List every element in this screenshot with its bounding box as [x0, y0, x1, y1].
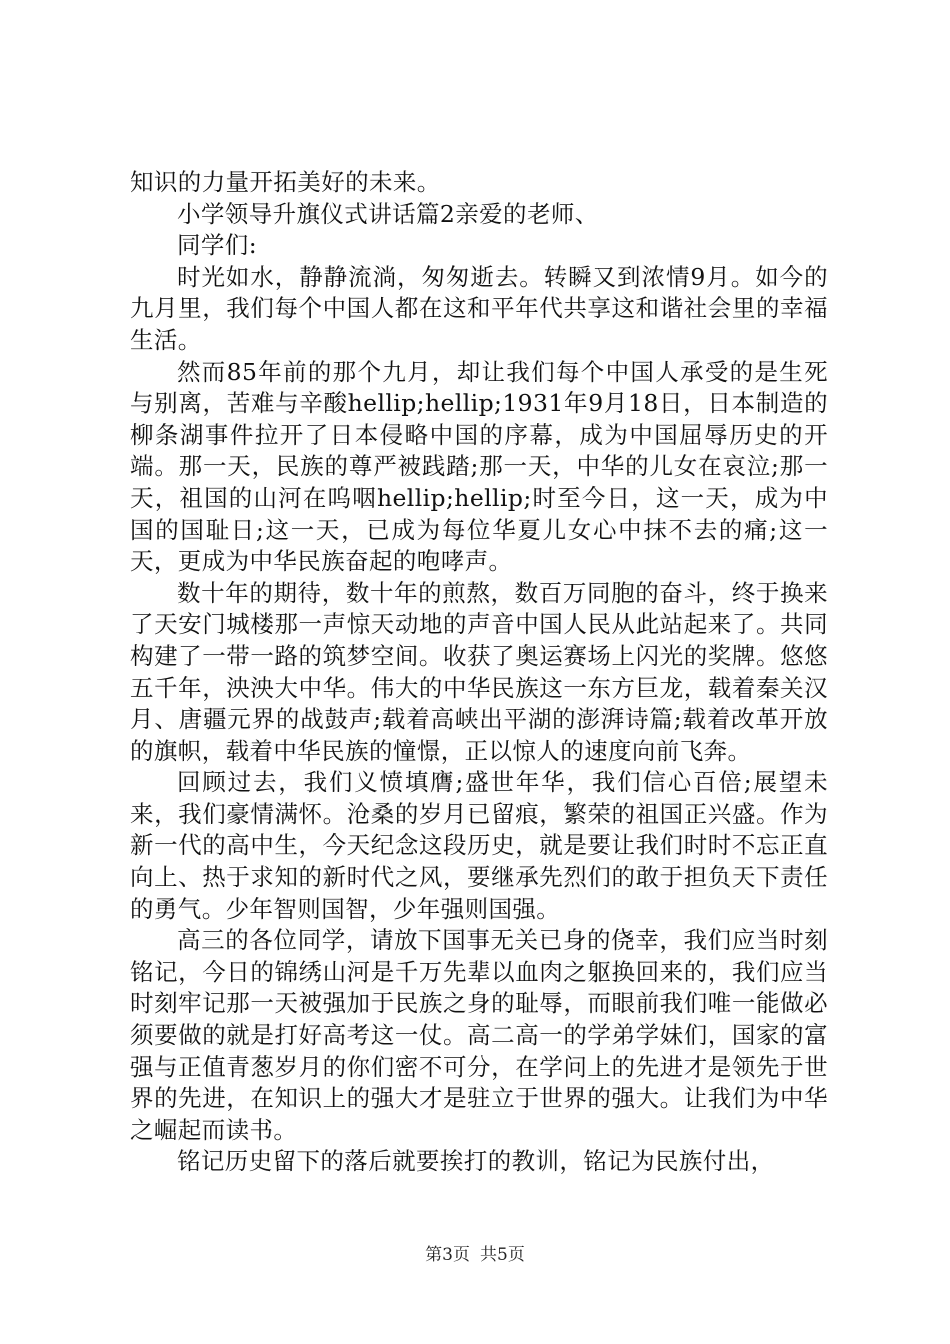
- paragraph: 同学们:: [177, 231, 258, 260]
- paragraph: 然而85年前的那个九月，却让我们每个中国人承受的是生死与别离，苦难与辛酸hellip;hellip;1931年9月18日，日本制造的柳条湖事件拉开了日本侵略中国的序幕，成为中国屈辱历史的开端。那一天，民族的尊严被践踏;那一天，中华的儿女在哀泣;那一天，祖国的山河在呜咽hellip;hellip;时至今日，这一天，成为中国的国耻日;这一天，已成为每位华夏儿女心中抹不去的痛;这一天，更成为中华民族奋起的咆哮声。: [130, 357, 828, 576]
- paragraph: 时光如水，静静流淌，匆匆逝去。转瞬又到浓情9月。如今的九月里，我们每个中国人都在这和平年代共享这和谐社会里的幸福生活。: [130, 262, 828, 354]
- document-body: [130, 167, 828, 1178]
- page-footer: [0, 1240, 950, 1265]
- page-number: 第3页: [425, 1245, 470, 1265]
- paragraph: 小学领导升旗仪式讲话篇2亲爱的老师、: [177, 199, 599, 228]
- paragraph: 高三的各位同学，请放下国事无关已身的侥幸，我们应当时刻铭记，今日的锦绣山河是千万先辈以血肉之躯换回来的，我们应当时刻牢记那一天被强加于民族之身的耻辱，而眼前我们唯一能做必须要做的就是打好高考这一仗。高二高一的学弟学妹们，国家的富强与正值青葱岁月的你们密不可分，在学问上的先进才是领先于世界的先进，在知识上的强大才是驻立于世界的强大。让我们为中华之崛起而读书。: [130, 926, 828, 1144]
- page-total: 共5页: [480, 1245, 525, 1265]
- paragraph: 数十年的期待，数十年的煎熬，数百万同胞的奋斗，终于换来了天安门城楼那一声惊天动地的声音中国人民从此站起来了。共同构建了一带一路的筑梦空间。收获了奥运赛场上闪光的奖牌。悠悠五千年，泱泱大中华。伟大的中华民族这一东方巨龙，载着秦关汉月、唐疆元界的战鼓声;载着高峡出平湖的澎湃诗篇;载着改革开放的旗帜，载着中华民族的憧憬，正以惊人的速度向前飞奔。: [130, 578, 828, 765]
- paragraph: 知识的力量开拓美好的未来。: [130, 168, 441, 196]
- paragraph: 回顾过去，我们义愤填膺;盛世年华，我们信心百倍;展望未来，我们豪情满怀。沧桑的岁月已留痕，繁荣的祖国正兴盛。作为新一代的高中生，今天纪念这段历史，就是要让我们时时不忘正直向上、热于求知的新时代之风，要继承先烈们的敢于担负天下责任的勇气。少年智则国智，少年强则国强。: [130, 768, 828, 923]
- paragraph: 铭记历史留下的落后就要挨打的教训，铭记为民族付出，: [177, 1147, 775, 1176]
